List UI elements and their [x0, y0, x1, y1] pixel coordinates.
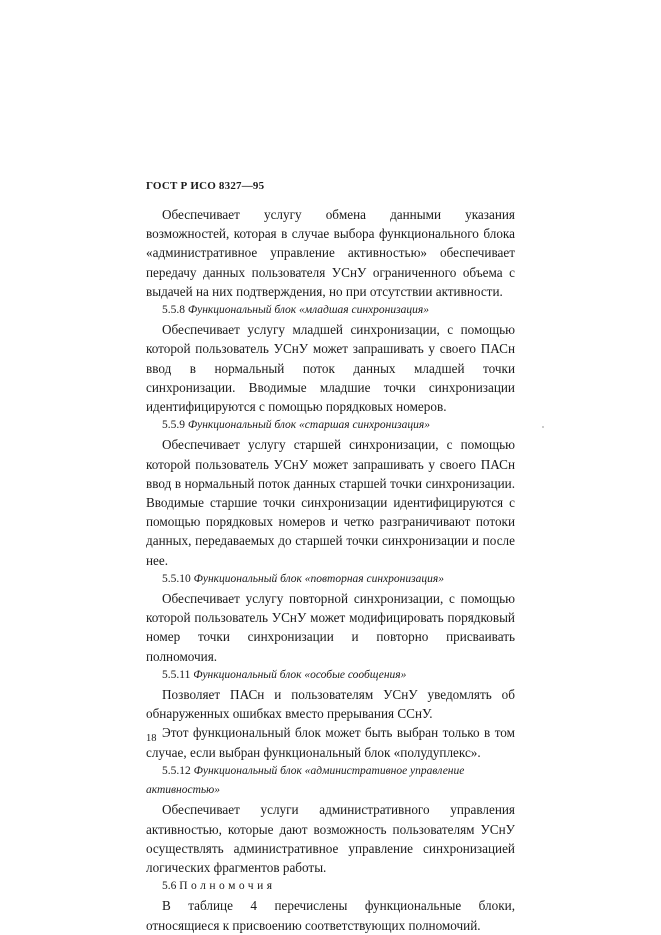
section-title: Функциональный блок «повторная синхронизация» — [193, 572, 444, 585]
section-heading-5-6 — [146, 877, 515, 896]
document-body — [146, 205, 515, 935]
section-heading-5-5-9 — [146, 416, 515, 435]
section-number: 5.5.8 — [162, 304, 185, 317]
paragraph-half-duplex-note: Этот функциональный блок может быть выбран только в том случае, если выбран функциональный блок «полудуплекс». — [146, 725, 515, 760]
scan-speck — [542, 426, 544, 428]
paragraph-major-sync: Обеспечивает услугу старшей синхронизации, с помощью которой пользователь УСнУ может запрашивать у своего ПАСн ввод в нормальный поток данных старшей точки синхронизации. Вводимые старшие точки синхронизации идентифицируются с помощью порядковых номеров и четко разграничивают потоки данных, передаваемых до старшей точки синхронизации и после нее. — [146, 437, 515, 568]
section-heading-5-5-12 — [146, 762, 515, 800]
paragraph-resync: Обеспечивает услугу повторной синхронизации, с помощью которой пользователь УСнУ может модифицировать порядковый номер точки синхронизации и повторно присваивать полномочия. — [146, 591, 515, 664]
section-title: Функциональный блок «особые сообщения» — [193, 668, 407, 681]
document-code-header: ГОСТ Р ИСО 8327—95 — [146, 180, 265, 192]
section-heading-5-5-10 — [146, 570, 515, 589]
section-title: Функциональный блок «младшая синхронизация» — [187, 304, 429, 317]
section-number: 5.6 — [162, 880, 177, 893]
paragraph-capability-data: Обеспечивает услугу обмена данными указания возможностей, которая в случае выбора функционального блока «административное управление активностью» обеспечивает передачу данных пользователя УСнУ ограниченного объема с выдачей на них подтверждения, но при отсутствии активности. — [146, 207, 515, 299]
section-heading-5-5-11 — [146, 666, 515, 685]
paragraph-minor-sync: Обеспечивает услугу младшей синхронизации, с помощью которой пользователь УСнУ может запрашивать у своего ПАСн ввод в нормальный поток данных младшей точки синхронизации. Вводимые младшие точки синхронизации идентифицируются с помощью порядковых номеров. — [146, 322, 515, 415]
paragraph-exceptions: Позволяет ПАСн и пользователям УСнУ уведомлять об обнаруженных ошибках вместо прерывания ССнУ. — [146, 687, 515, 722]
section-number: 5.5.11 — [162, 668, 191, 681]
section-title: Функциональный блок «старшая синхронизация» — [187, 419, 430, 432]
section-heading-5-5-8 — [146, 301, 515, 320]
section-title: Полномочия — [179, 880, 276, 893]
section-number: 5.5.9 — [162, 419, 185, 432]
section-title: Функциональный блок «административное управление активностью» — [146, 764, 465, 797]
paragraph-activity-management: Обеспечивает услуги административного управления активностью, которые дают возможность пользователям УСнУ осуществлять административное управление синхронизацией логических фрагментов работы. — [146, 802, 515, 875]
page-number: 18 — [146, 733, 157, 744]
section-number: 5.5.10 — [162, 572, 191, 585]
paragraph-tokens-table-ref: В таблице 4 перечислены функциональные блоки, относящиеся к присвоению соответствующих полномочий. — [146, 898, 515, 933]
section-number: 5.5.12 — [162, 764, 191, 777]
